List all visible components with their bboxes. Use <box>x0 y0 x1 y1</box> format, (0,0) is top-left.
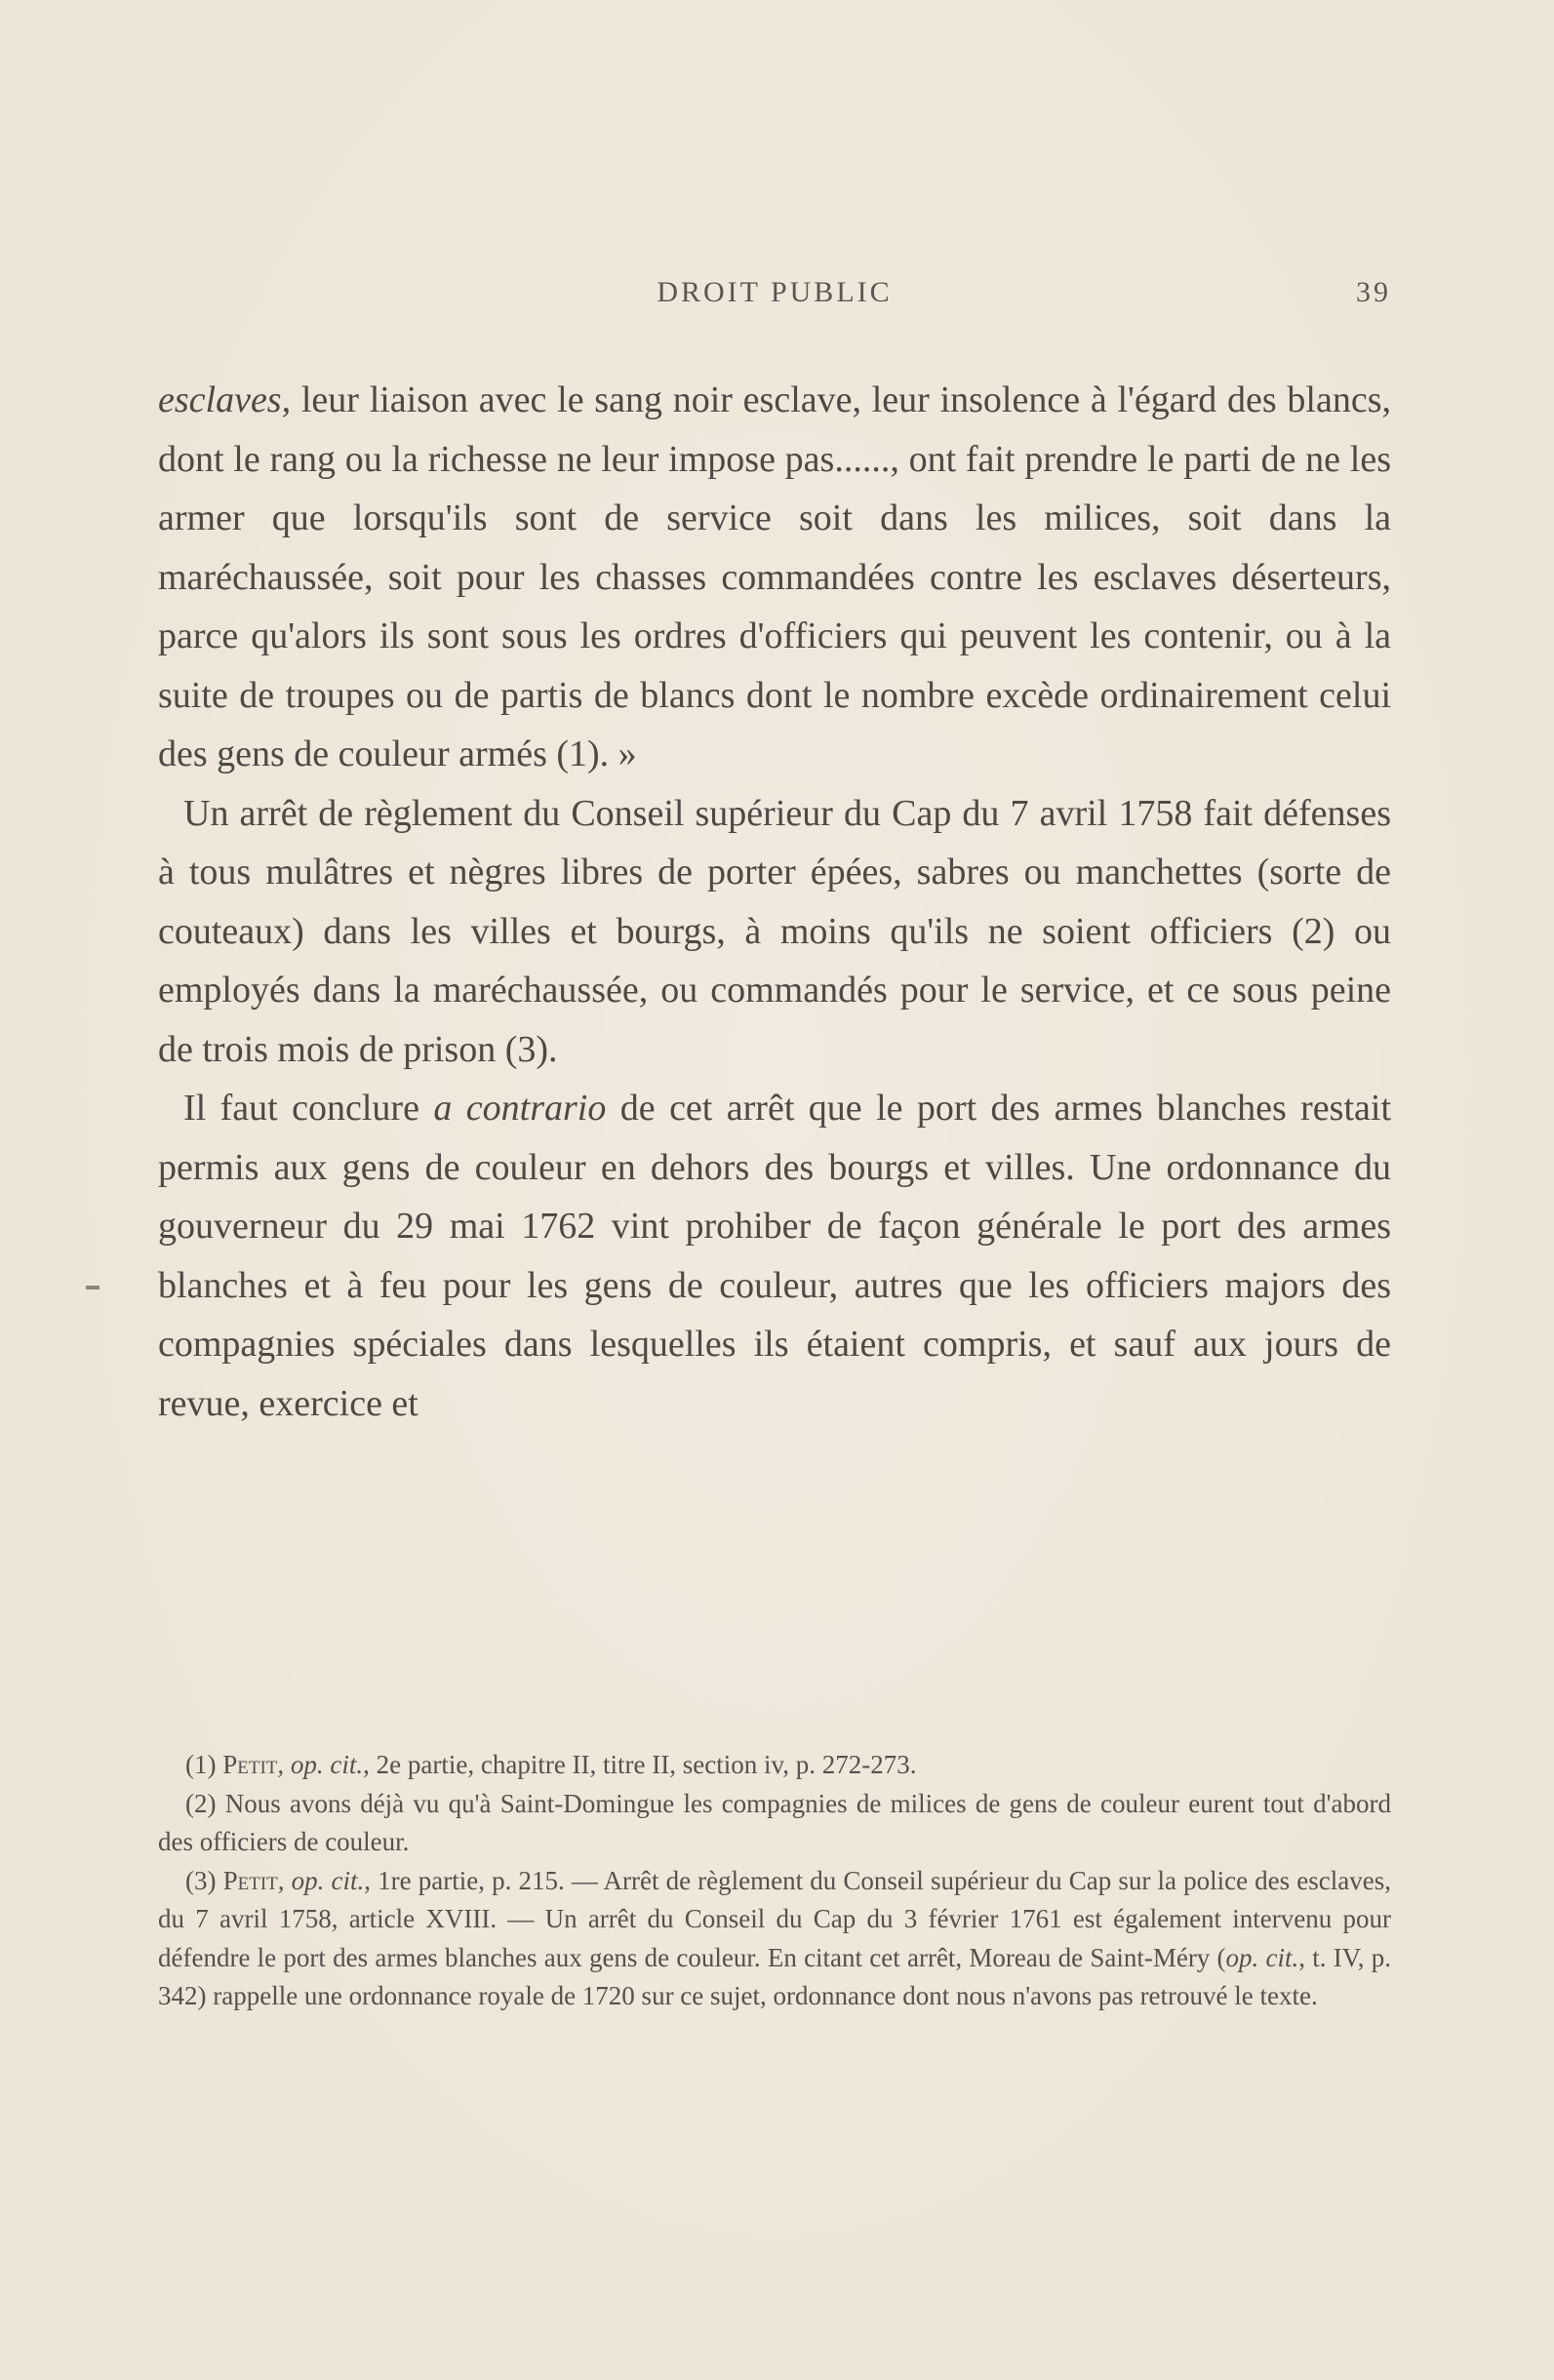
footnote-2: (2) Nous avons déjà vu qu'à Saint-Domingue les compagnies de milices de gens de couleur eurent tout d'abord des officiers de couleur. <box>158 1788 1391 1856</box>
paragraph-2: Un arrêt de règlement du Conseil supérieur du Cap du 7 avril 1758 fait défenses à tous mulâtres et nègres libres de porter épées, sabres ou manchettes (sorte de couteaux) dans les villes et bourgs, à moins qu'ils ne soient officiers (2) ou employés dans la maréchaussée, ou commandés pour le service, et ce sous peine de trois mois de prison (3). <box>158 792 1391 1070</box>
footnote-1-author: Petit <box>222 1750 278 1779</box>
footnote-1-rest: , 2e partie, chapitre II, titre II, section iv, p. 272-273. <box>363 1750 917 1779</box>
footnote-1 <box>158 1746 1391 1785</box>
footnote-3-ref: , op. cit. <box>277 1865 365 1895</box>
paragraph-3 <box>158 1079 1391 1433</box>
running-title: DROIT PUBLIC <box>657 276 893 308</box>
footnotes <box>158 1746 1391 2016</box>
footnote-1-ref: , op. cit. <box>277 1750 364 1779</box>
paragraph-3-after: de cet arrêt que le port des armes blanches restait permis aux gens de couleur en dehors des bourgs et villes. Une ordonnance du gouverneur du 29 mai 1762 vint prohiber de façon générale le port des armes blanches et à feu pour les gens de couleur, autres que les officiers majors des compagnies spéciales dans lesquelles ils étaient compris, et sauf aux jours de revue, exercice et <box>158 1088 1392 1424</box>
footnote-3-author: Petit <box>222 1865 278 1895</box>
footnote-3-mark: (3) <box>185 1865 223 1895</box>
paragraph-3-before: Il faut conclure <box>183 1088 434 1129</box>
running-head <box>158 276 1391 315</box>
footnote-3-ref2: op. cit. <box>1225 1942 1299 1972</box>
footnote-3 <box>158 1862 1391 2016</box>
footnote-1-mark: (1) <box>185 1750 223 1779</box>
paragraph-1-emphasis: esclaves, <box>158 379 292 420</box>
footnote-3-end: , t. IV, p. 342) rappelle une ordonnance royale de 1720 sur ce sujet, ordonnance dont nous n'avons pas retrouvé le texte. <box>158 1942 1391 2010</box>
footnote-3-mid: , 1re partie, p. 215. — Arrêt de règlement du Conseil supérieur du Cap sur la police des esclaves, du 7 avril 1758, article XVIII. — Un arrêt du Conseil du Cap du 3 février 1761 est également intervenu pour défendre le port des armes blanches aux gens de couleur. En citant cet arrêt, Moreau de Saint-Méry ( <box>158 1865 1391 1972</box>
page-number: 39 <box>1356 276 1391 308</box>
paragraph-3-emphasis: a contrario <box>433 1088 607 1129</box>
paragraph-1 <box>158 371 1391 784</box>
body-text <box>158 371 1391 1433</box>
margin-mark <box>86 1286 100 1289</box>
paragraph-1-text: leur liaison avec le sang noir esclave, leur insolence à l'égard des blancs, dont le rang ou la richesse ne leur impose pas......, ont fait prendre le parti de ne les armer que lorsqu'ils sont de service soit dans les milices, soit dans la maréchaussée, soit pour les chasses commandées contre les esclaves déserteurs, parce qu'alors ils sont sous les ordres d'officiers qui peuvent les contenir, ou à la suite de troupes ou de partis de blancs dont le nombre excède ordinairement celui des gens de couleur armés (1). » <box>158 379 1391 774</box>
